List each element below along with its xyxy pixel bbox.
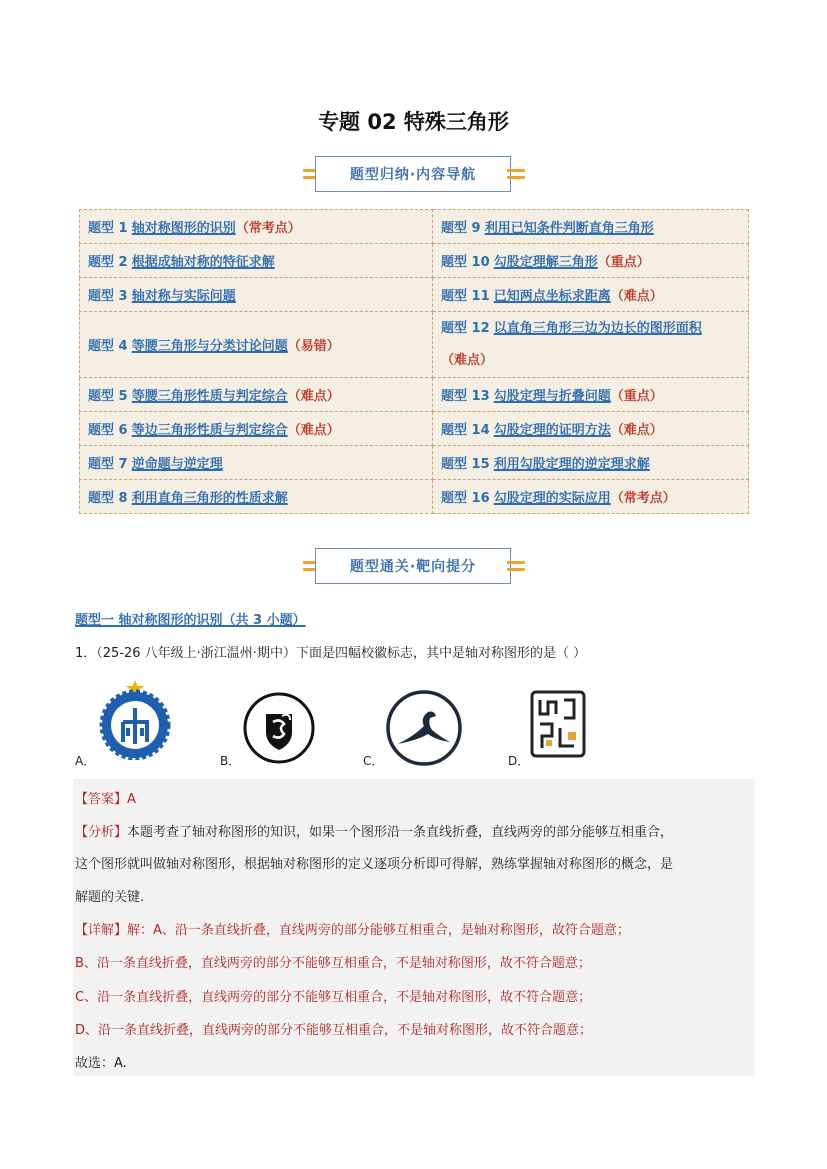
- nav-row: [80, 210, 749, 244]
- analysis-line-1: [75, 821, 673, 840]
- nav-row: [80, 412, 749, 446]
- topic-link[interactable]: 利用直角三角形的性质求解: [131, 491, 288, 506]
- topic-tag: （难点）: [441, 352, 494, 368]
- topic-tag: （常考点）: [610, 491, 676, 506]
- topic-number: 题型 4: [88, 339, 128, 354]
- topic-link[interactable]: 等腰三角形与分类讨论问题: [131, 339, 288, 354]
- topic-number: 题型 11: [441, 289, 490, 304]
- answer-label: 【答案】: [75, 792, 128, 807]
- nav-cell-left: [80, 446, 433, 480]
- topic-number: 题型 8: [88, 491, 128, 506]
- nav-row: [80, 278, 749, 312]
- topic-number: 题型 10: [441, 255, 490, 270]
- section-banner-practice: [303, 548, 525, 586]
- school-logo-d: [528, 688, 590, 760]
- topic-navigation-table: [79, 209, 749, 514]
- topic-number: 题型 7: [88, 457, 128, 472]
- topic-tag: （难点）: [287, 389, 340, 404]
- answer-line: [75, 788, 136, 807]
- school-logo-b: [240, 692, 318, 764]
- topic-number: 题型 12: [441, 320, 490, 336]
- nav-cell-right: [433, 378, 749, 412]
- banner-label: 题型归纳·内容导航: [315, 156, 511, 192]
- topic-link[interactable]: 利用已知条件判断直角三角形: [484, 221, 654, 236]
- nav-cell-left: [80, 312, 433, 378]
- topic-number: 题型 6: [88, 423, 128, 438]
- nav-cell-right: [433, 412, 749, 446]
- nav-cell-left: [80, 480, 433, 514]
- conclusion-line: 故选：A.: [75, 1056, 127, 1071]
- topic-tag: （难点）: [610, 423, 663, 438]
- analysis-line-2: 这个图形就叫做轴对称图形，根据轴对称图形的定义逐项分析即可得解，熟练掌握轴对称图形的概念，是: [75, 857, 674, 872]
- page-title: 专题 02 特殊三角形: [318, 110, 509, 134]
- topic-number: 题型 16: [441, 491, 490, 506]
- topic-link[interactable]: 利用勾股定理的逆定理求解: [493, 457, 650, 472]
- topic-tag: （重点）: [610, 389, 663, 404]
- topic-number: 题型 2: [88, 255, 128, 270]
- banner-right-decoration: [507, 559, 525, 573]
- topic-tag: （难点）: [287, 423, 340, 438]
- topic-link[interactable]: 轴对称图形的识别: [131, 221, 236, 236]
- nav-row: [80, 244, 749, 278]
- option-b-label: B．: [220, 754, 241, 768]
- nav-cell-left: [80, 378, 433, 412]
- detail-line-4: D、沿一条直线折叠，直线两旁的部分不能够互相重合，不是轴对称图形，故不符合题意；: [75, 1023, 593, 1038]
- topic-link[interactable]: 勾股定理解三角形: [493, 255, 598, 270]
- banner-label: 题型通关·靶向提分: [315, 548, 511, 584]
- topic-link[interactable]: 逆命题与逆定理: [131, 457, 223, 472]
- topic-link[interactable]: 勾股定理的实际应用: [493, 491, 611, 506]
- topic-link[interactable]: 已知两点坐标求距离: [493, 289, 611, 304]
- analysis-line-3: 解题的关键.: [75, 890, 145, 905]
- topic-number: 题型 9: [441, 221, 481, 236]
- nav-row: [80, 378, 749, 412]
- analysis-text-1: 本题考查了轴对称图形的知识，如果一个图形沿一条直线折叠，直线两旁的部分能够互相重合，: [127, 825, 674, 840]
- question-1: 1．（25-26 八年级上·浙江温州·期中）下面是四幅校徽标志，其中是轴对称图形的是（ ）: [75, 646, 587, 661]
- topic-tag: （易错）: [287, 339, 340, 354]
- topic-link[interactable]: 轴对称与实际问题: [131, 289, 236, 304]
- detail-line-3: C、沿一条直线折叠，直线两旁的部分不能够互相重合，不是轴对称图形，故不符合题意；: [75, 990, 592, 1005]
- topic-number: 题型 5: [88, 389, 128, 404]
- nav-cell-left: [80, 244, 433, 278]
- detail-line-2: B、沿一条直线折叠，直线两旁的部分不能够互相重合，不是轴对称图形，故不符合题意；: [75, 956, 591, 971]
- nav-cell-right: [433, 278, 749, 312]
- section-banner-navigation: [303, 156, 525, 194]
- nav-cell-left: [80, 210, 433, 244]
- banner-right-decoration: [507, 167, 525, 181]
- section-heading-topic-1[interactable]: 题型一 轴对称图形的识别（共 3 小题）: [75, 613, 306, 628]
- school-logo-c: [384, 688, 464, 768]
- analysis-label: 【分析】: [75, 825, 128, 840]
- topic-link[interactable]: 勾股定理的证明方法: [493, 423, 611, 438]
- topic-tag: （难点）: [610, 289, 663, 304]
- option-d-label: D．: [508, 754, 530, 768]
- detail-line-1: [75, 919, 630, 938]
- topic-tag: （重点）: [597, 255, 650, 270]
- nav-cell-right: [433, 210, 749, 244]
- option-a-label: A．: [75, 754, 96, 768]
- topic-link[interactable]: 等腰三角形性质与判定综合: [131, 389, 288, 404]
- school-logo-a: [94, 678, 176, 760]
- nav-row: [80, 480, 749, 514]
- detail-label: 【详解】: [75, 923, 128, 938]
- option-c-label: C．: [363, 754, 384, 768]
- topic-number: 题型 1: [88, 221, 128, 236]
- topic-number: 题型 3: [88, 289, 128, 304]
- topic-number: 题型 13: [441, 389, 490, 404]
- nav-row: [80, 312, 749, 378]
- nav-row: [80, 446, 749, 480]
- topic-link[interactable]: 等边三角形性质与判定综合: [131, 423, 288, 438]
- topic-link[interactable]: 以直角三角形三边为边长的图形面积: [493, 320, 702, 336]
- topic-number: 题型 14: [441, 423, 490, 438]
- detail-text-1: 解：A、沿一条直线折叠，直线两旁的部分能够互相重合，是轴对称图形，故符合题意；: [127, 923, 630, 938]
- nav-cell-right: [433, 244, 749, 278]
- topic-tag: （常考点）: [235, 221, 301, 236]
- nav-cell-left: [80, 278, 433, 312]
- topic-link[interactable]: 勾股定理与折叠问题: [493, 389, 611, 404]
- topic-link[interactable]: 根据成轴对称的特征求解: [131, 255, 275, 270]
- nav-cell-left: [80, 412, 433, 446]
- answer-value: A: [127, 792, 136, 807]
- nav-cell-right: [433, 312, 749, 378]
- nav-cell-right: [433, 480, 749, 514]
- topic-number: 题型 15: [441, 457, 490, 472]
- nav-cell-right: [433, 446, 749, 480]
